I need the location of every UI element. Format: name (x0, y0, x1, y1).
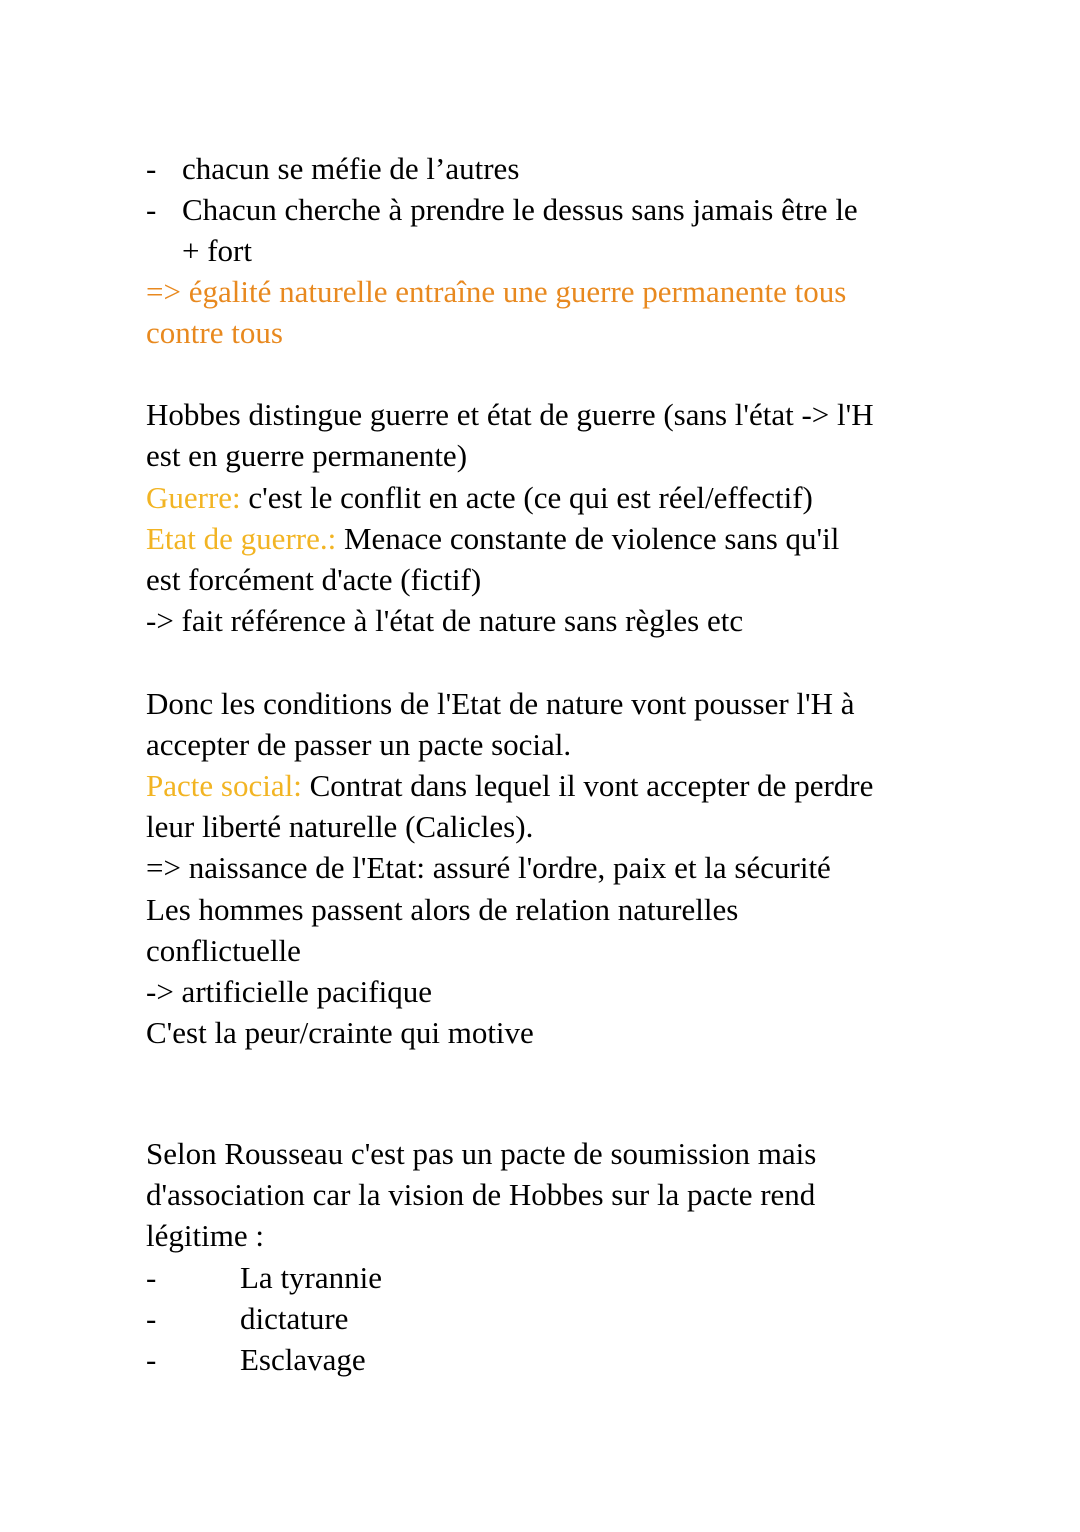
term-pacte-social: Pacte social: (146, 768, 302, 803)
paragraph-line: légitime : (146, 1218, 264, 1253)
list-item-dictature: dictature (240, 1301, 349, 1336)
definition-text: c'est le conflit en acte (ce qui est réel/effectif) (240, 480, 813, 515)
bullet-marker: - (146, 192, 157, 227)
list-item-esclavage: Esclavage (240, 1342, 366, 1377)
definition-etat-de-guerre (146, 518, 839, 559)
paragraph-line: accepter de passer un pacte social. (146, 727, 572, 762)
paragraph-line: Donc les conditions de l'Etat de nature vont pousser l'H à (146, 686, 855, 721)
paragraph-line: C'est la peur/crainte qui motive (146, 1015, 534, 1050)
definition-guerre (146, 477, 813, 518)
definition-text: Menace constante de violence sans qu'il (336, 521, 840, 556)
paragraph-line: => naissance de l'Etat: assuré l'ordre, paix et la sécurité (146, 850, 831, 885)
bullet-marker: - (146, 1342, 157, 1377)
paragraph-line: est en guerre permanente) (146, 438, 468, 473)
bullet-marker: - (146, 1301, 157, 1336)
bullet-marker: - (146, 1260, 157, 1295)
bullet-text-mefiance: chacun se méfie de l’autres (182, 151, 520, 186)
conclusion-line: contre tous (146, 315, 283, 350)
paragraph-line: est forcément d'acte (fictif) (146, 562, 482, 597)
paragraph-line: Les hommes passent alors de relation naturelles (146, 892, 739, 927)
paragraph-line: conflictuelle (146, 933, 301, 968)
bullet-text-continuation: + fort (182, 233, 252, 268)
paragraph-line: Hobbes distingue guerre et état de guerre (sans l'état -> l'H (146, 397, 874, 432)
term-etat-de-guerre: Etat de guerre.: (146, 521, 337, 556)
conclusion-line: => égalité naturelle entraîne une guerre permanente tous (146, 274, 847, 309)
paragraph-line: d'association car la vision de Hobbes sur la pacte rend (146, 1177, 816, 1212)
paragraph-line: Selon Rousseau c'est pas un pacte de soumission mais (146, 1136, 817, 1171)
bullet-marker: - (146, 151, 157, 186)
bullet-text-dessus: Chacun cherche à prendre le dessus sans jamais être le (182, 192, 858, 227)
definition-pacte-social (146, 765, 873, 806)
term-guerre: Guerre: (146, 480, 241, 515)
paragraph-line: -> artificielle pacifique (146, 974, 432, 1009)
paragraph-line: leur liberté naturelle (Calicles). (146, 809, 534, 844)
list-item-tyrannie: La tyrannie (240, 1260, 383, 1295)
paragraph-line: -> fait référence à l'état de nature sans règles etc (146, 603, 744, 638)
definition-text: Contrat dans lequel il vont accepter de perdre (301, 768, 874, 803)
